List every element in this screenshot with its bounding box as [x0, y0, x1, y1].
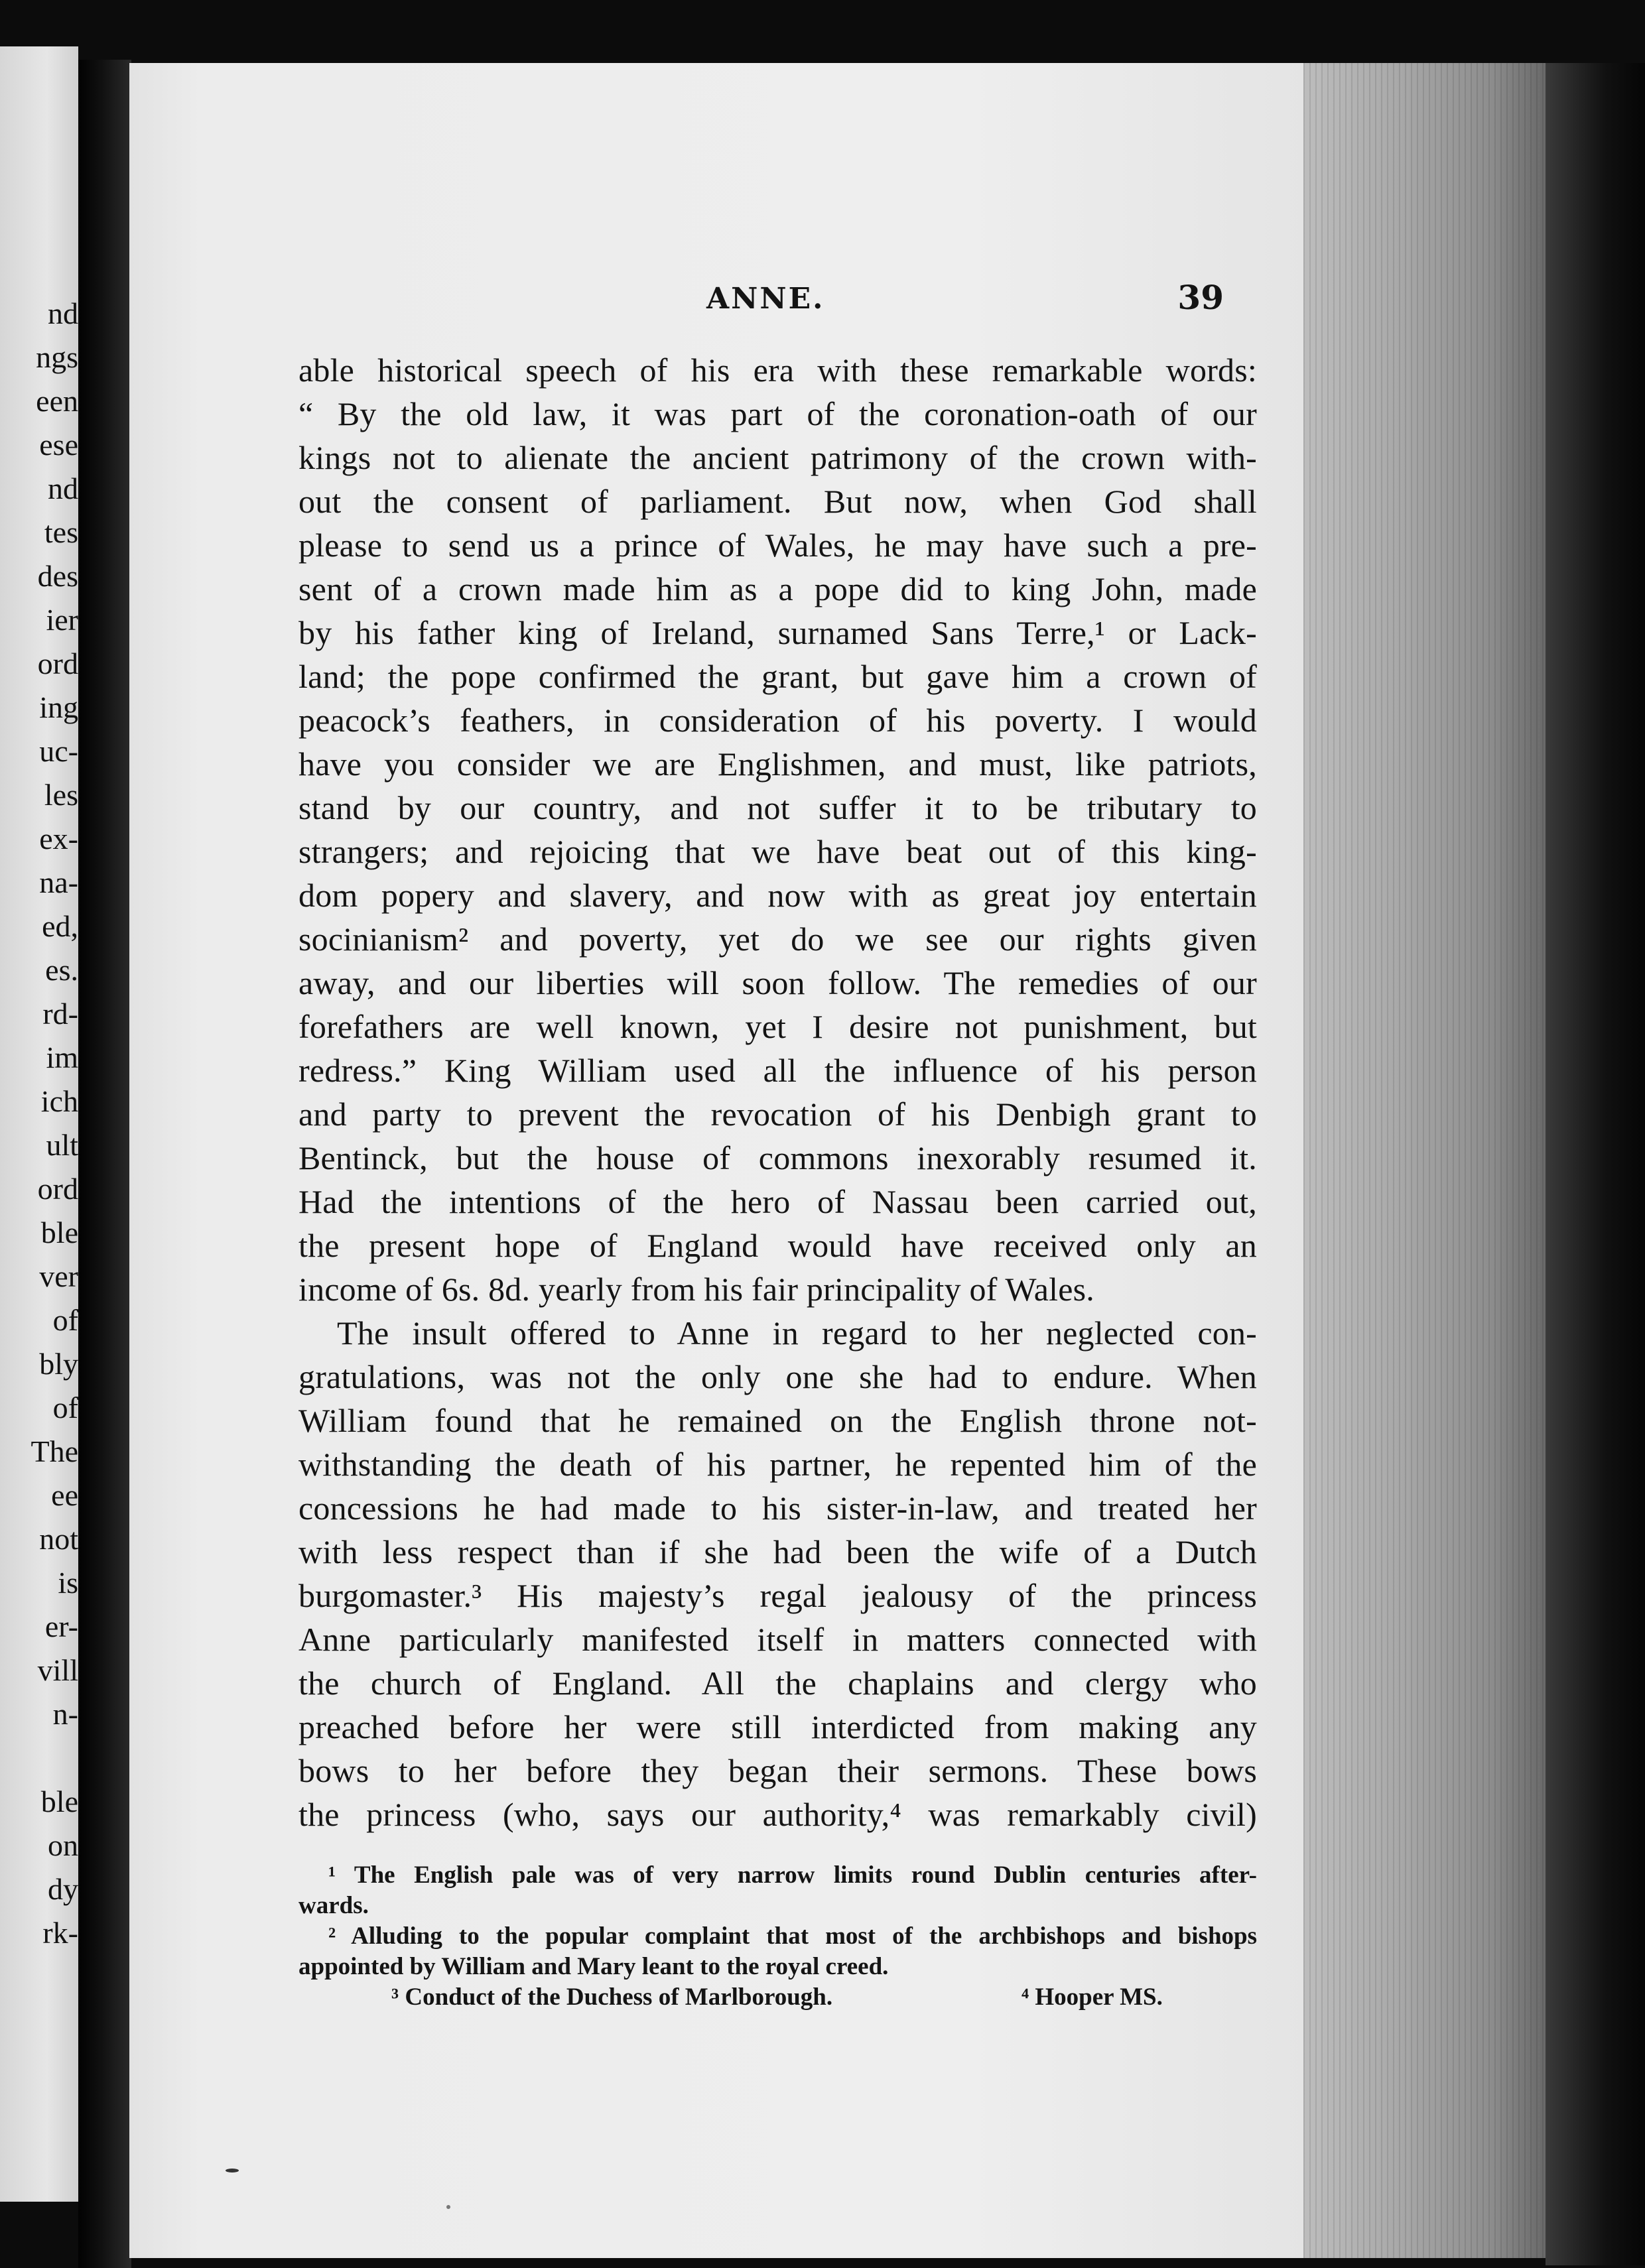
left-page-fragment: ing: [39, 690, 78, 724]
page-edges: [1303, 63, 1569, 2258]
left-page-fragment: ver: [39, 1259, 78, 1293]
body-line: dom popery and slavery, and now with as great joy entertain: [298, 877, 1257, 914]
left-page-fragment: les: [44, 778, 78, 812]
footnote-1-line-1: ¹ The English pale was of very narrow limits round Dublin centuries after-: [328, 1861, 1257, 1889]
body-line: gratulations, was not the only one she had to endure. When: [298, 1358, 1257, 1395]
left-page-fragment: not: [39, 1522, 78, 1556]
left-page-fragment: ngs: [36, 340, 78, 374]
left-page-fragment: ble: [40, 1216, 78, 1249]
body-line: The insult offered to Anne in regard to her neglected con-: [337, 1314, 1257, 1352]
left-page-fragment: ble: [40, 1785, 78, 1818]
body-text: [298, 348, 1257, 1836]
left-page-fragment: des: [37, 559, 78, 593]
page-speck: [226, 2169, 239, 2173]
left-page-fragment: of: [52, 1391, 78, 1424]
left-page-fragment: een: [36, 384, 78, 418]
left-page-fragment: rd-: [42, 997, 78, 1031]
body-line: with less respect than if she had been the wife of a Dutch: [298, 1533, 1257, 1570]
body-line: forefathers are well known, yet I desire not punishment, but: [298, 1008, 1257, 1045]
left-page-fragment: nd: [48, 472, 78, 505]
left-page-fragment: ex-: [39, 822, 78, 855]
body-line: Bentinck, but the house of commons inexorably resumed it.: [298, 1139, 1257, 1176]
page-edges-shadow: [1546, 63, 1645, 2265]
left-page-fragment: n-: [52, 1697, 78, 1731]
body-line: bows to her before they began their sermons. These bows: [298, 1752, 1257, 1789]
body-line: and party to prevent the revocation of his Denbigh grant to: [298, 1096, 1257, 1133]
footnote-1-line-2: wards.: [298, 1892, 369, 1919]
left-page-fragment: ed,: [42, 909, 78, 943]
body-line: withstanding the death of his partner, he repented him of the: [298, 1446, 1257, 1483]
body-line: the princess (who, says our authority,⁴ was remarkably civil): [298, 1796, 1257, 1833]
body-line: socinianism² and poverty, yet do we see our rights given: [298, 920, 1257, 958]
body-line: away, and our liberties will soon follow. The remedies of our: [298, 964, 1257, 1001]
body-line: the present hope of England would have received only an: [298, 1227, 1257, 1264]
body-line: please to send us a prince of Wales, he may have such a pre-: [298, 527, 1257, 564]
footnotes: [298, 1860, 1257, 2013]
body-line: by his father king of Ireland, surnamed Sans Terre,¹ or Lack-: [298, 614, 1257, 651]
left-page-fragment: uc-: [39, 734, 78, 768]
body-line: Anne particularly manifested itself in matters connected with: [298, 1621, 1257, 1658]
left-page-fragment: nd: [48, 296, 78, 330]
body-line: the church of England. All the chaplains and clergy who: [298, 1665, 1257, 1702]
left-page-fragment: ult: [46, 1128, 78, 1162]
left-facing-page: [0, 46, 78, 2202]
left-page-fragment: ee: [51, 1478, 78, 1512]
left-page-fragment: tes: [44, 515, 78, 549]
body-line: preached before her were still interdicted from making any: [298, 1708, 1257, 1745]
body-line: peacock’s feathers, in consideration of his poverty. I would: [298, 702, 1257, 739]
left-page-fragment: of: [52, 1303, 78, 1337]
body-line: income of 6s. 8d. yearly from his fair principality of Wales.: [298, 1271, 1094, 1308]
book-spine-shadow: [78, 60, 131, 2268]
body-line: “ By the old law, it was part of the coronation-oath of our: [298, 395, 1257, 432]
left-page-fragment: es.: [45, 953, 78, 987]
left-page-fragment: ord: [37, 647, 78, 680]
footnote-3-4-line: [298, 1982, 1257, 2013]
left-page-fragment: er-: [44, 1609, 78, 1643]
footnote-3: ³ Conduct of the Duchess of Marlborough.: [391, 1984, 833, 2011]
left-page-fragment: ord: [37, 1172, 78, 1206]
body-line: redress.” King William used all the influence of his person: [298, 1052, 1257, 1089]
left-page-fragment: ier: [46, 603, 78, 637]
footnote-4: ⁴ Hooper MS.: [1021, 1984, 1163, 2011]
body-line: concessions he had made to his sister-in-law, and treated her: [298, 1489, 1257, 1527]
page-header: [129, 278, 1224, 322]
footnote-2-line-1: ² Alluding to the popular complaint that most of the archbishops and bishops: [328, 1922, 1257, 1950]
left-page-fragment: dy: [48, 1872, 78, 1906]
left-page-fragment: The: [31, 1434, 78, 1468]
left-page-fragment: on: [48, 1828, 78, 1862]
page-speck: [446, 2205, 450, 2209]
left-page-fragment: rk-: [42, 1916, 78, 1950]
body-line: sent of a crown made him as a pope did to king John, made: [298, 570, 1257, 607]
body-line: Had the intentions of the hero of Nassau been carried out,: [298, 1183, 1257, 1220]
body-line: stand by our country, and not suffer it to be tributary to: [298, 789, 1257, 826]
body-line: out the consent of parliament. But now, when God shall: [298, 483, 1257, 520]
left-page-fragment: is: [58, 1566, 78, 1600]
running-head: ANNE.: [706, 282, 825, 316]
left-page-fragment: bly: [39, 1347, 78, 1381]
footnote-2-line-2: appointed by William and Mary leant to the royal creed.: [298, 1953, 889, 1980]
body-line: land; the pope confirmed the grant, but gave him a crown of: [298, 658, 1257, 695]
body-line: strangers; and rejoicing that we have beat out of this king-: [298, 833, 1257, 870]
left-page-fragment: ese: [39, 428, 78, 462]
left-page-fragment: ich: [40, 1084, 78, 1118]
page-number: 39: [1177, 278, 1224, 317]
body-line: William found that he remained on the English throne not-: [298, 1402, 1257, 1439]
left-page-fragment: im: [46, 1040, 78, 1074]
body-line: kings not to alienate the ancient patrimony of the crown with-: [298, 439, 1257, 476]
body-line: have you consider we are Englishmen, and must, like patriots,: [298, 745, 1257, 783]
left-page-fragment: vill: [37, 1653, 78, 1687]
body-line: burgomaster.³ His majesty’s regal jealousy of the princess: [298, 1577, 1257, 1614]
book-page: [129, 63, 1317, 2258]
body-line: able historical speech of his era with these remarkable words:: [298, 351, 1257, 389]
left-page-fragment: na-: [39, 865, 78, 899]
